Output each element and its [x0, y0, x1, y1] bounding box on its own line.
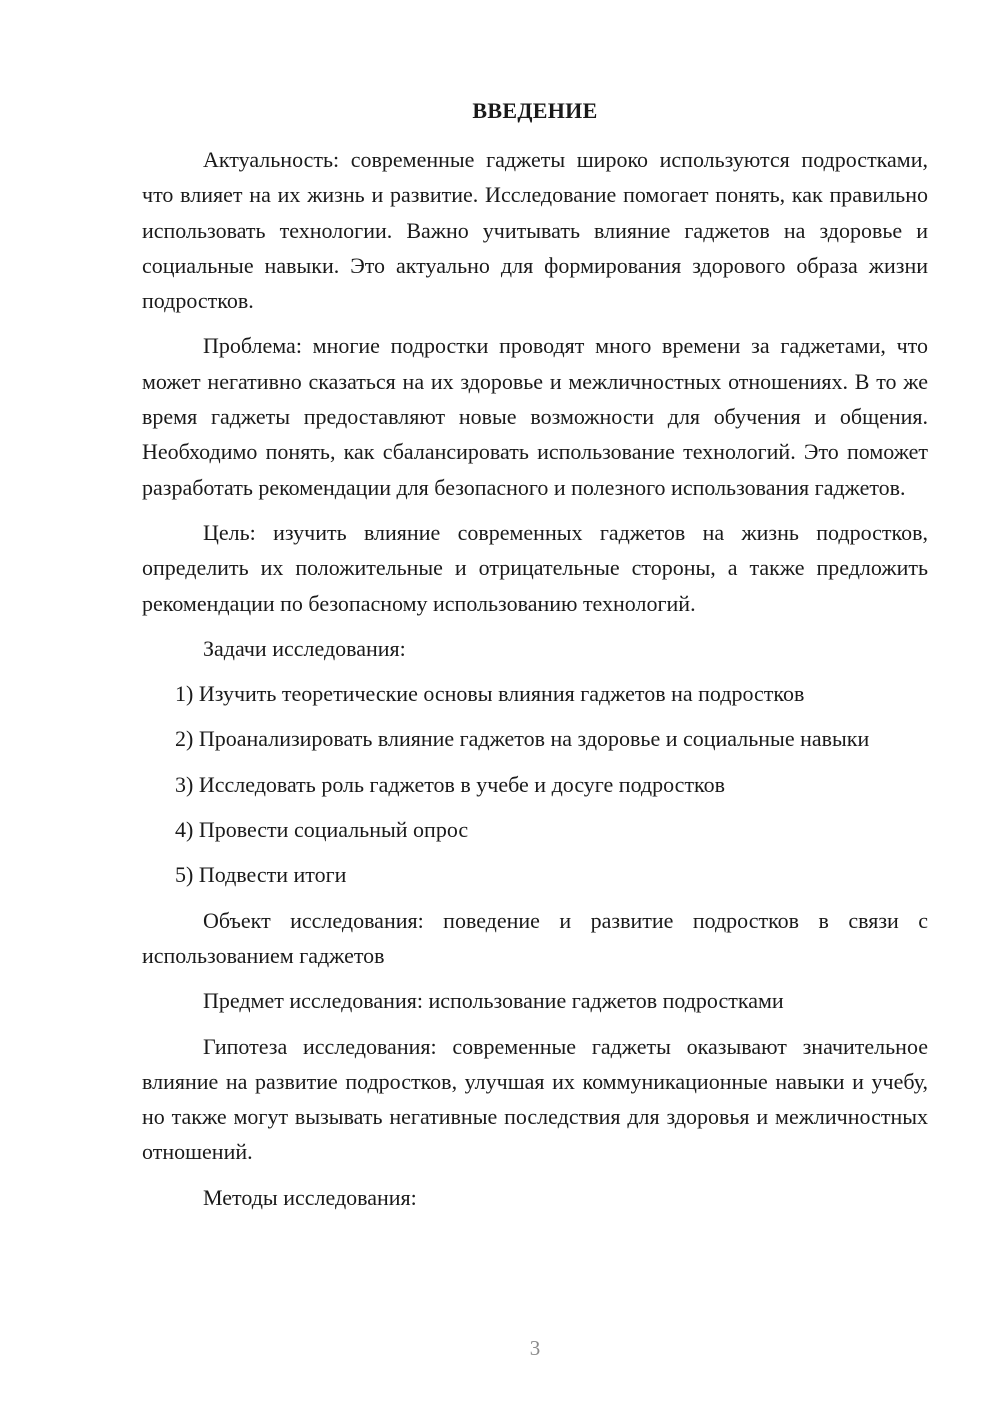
page-number: 3 [529, 1336, 541, 1360]
task-item: 1) Изучить теоретические основы влияния гаджетов на подростков [175, 681, 805, 707]
paragraph-subject: Предмет исследования: использование гаджетов подростками [203, 988, 784, 1014]
task-item: 2) Проанализировать влияние гаджетов на здоровье и социальные навыки [175, 726, 870, 752]
paragraph-goal: Цель: изучить влияние современных гаджетов на жизнь подростков, определить их положительные и отрицательные стороны, а также предложить рекомендации по безопасному использованию технологий. [142, 519, 928, 616]
paragraph-methods: Методы исследования: [203, 1184, 417, 1210]
paragraph-problem: Проблема: многие подростки проводят много времени за гаджетами, что может негативно сказаться на их здоровье и межличностных отношениях. В то же время гаджеты предоставляют новые возможности для обучения и общения. Необходимо понять, как сбалансировать использование технологий. Это поможет разработать рекомендации для безопасного и полезного использования гаджетов. [142, 333, 928, 500]
task-item: 4) Провести социальный опрос [175, 817, 469, 843]
paragraph-relevance: Актуальность: современные гаджеты широко используются подростками, что влияет на их жизнь и развитие. Исследование помогает понять, как правильно использовать технологии. Важно учитывать влияние гаджетов на здоровье и социальные навыки. Это актуально для формирования здорового образа жизни подростков. [142, 147, 928, 314]
task-item: 5) Подвести итоги [175, 862, 347, 888]
paragraph-tasks-heading: Задачи исследования: [203, 635, 406, 661]
page-title: ВВЕДЕНИЕ [472, 98, 598, 123]
paragraph-hypothesis: Гипотеза исследования: современные гаджеты оказывают значительное влияние на развитие подростков, улучшая их коммуникационные навыки и учебу, но также могут вызывать негативные последствия для здоровья и межличностных отношений. [142, 1033, 928, 1165]
task-item: 3) Исследовать роль гаджетов в учебе и досуге подростков [175, 771, 726, 797]
document-body [142, 142, 928, 1225]
paragraph-object: Объект исследования: поведение и развитие подростков в связи с использованием гаджетов [142, 907, 928, 968]
